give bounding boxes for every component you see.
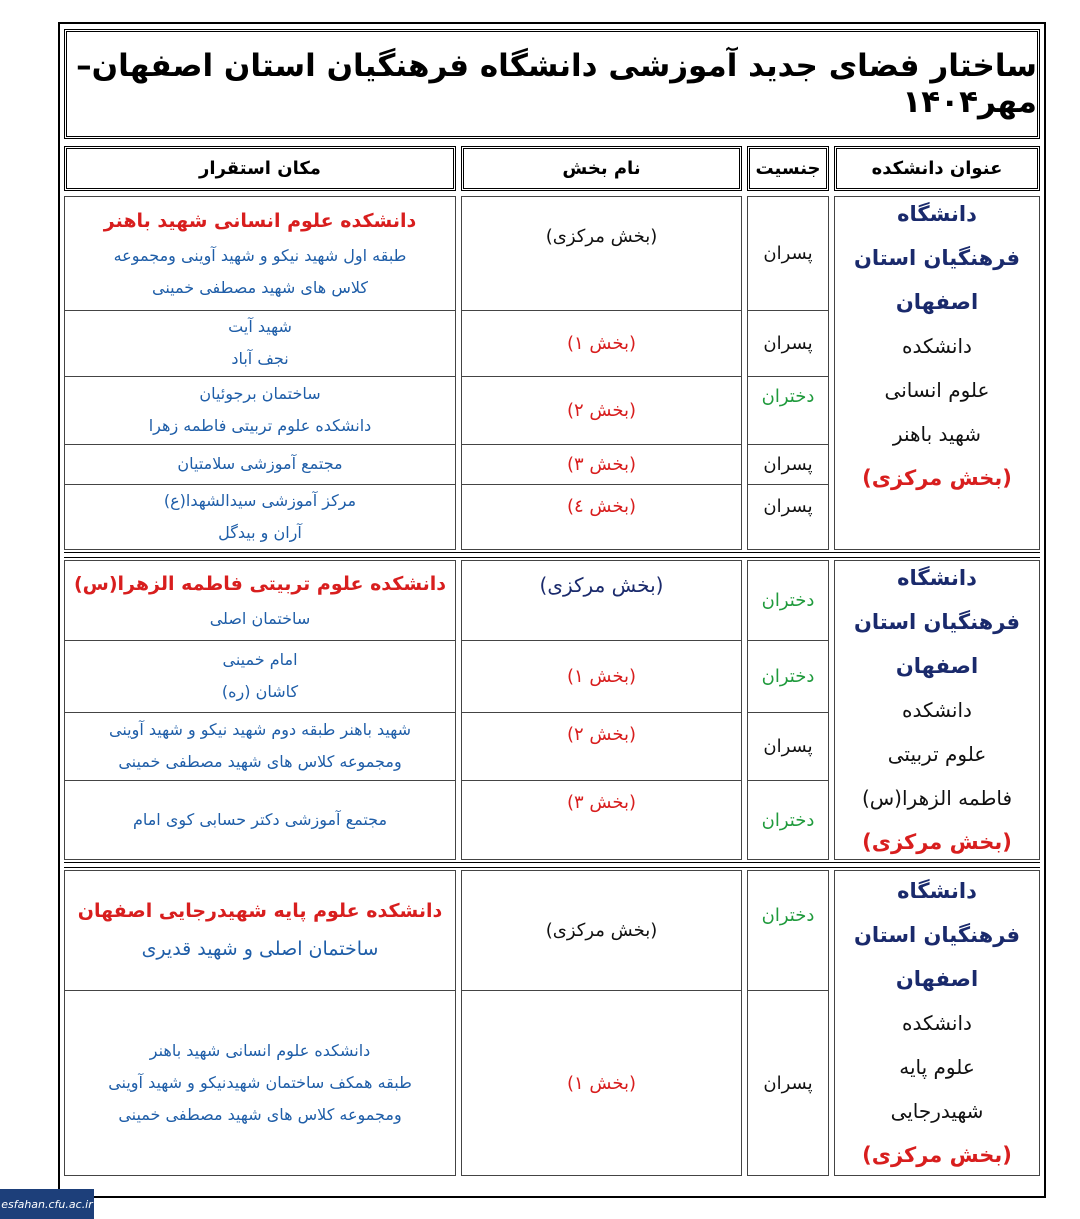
faculty-line: شهید باهنر xyxy=(892,422,982,446)
section-cell: (بخش مرکزی) xyxy=(545,225,658,247)
location-cell xyxy=(64,444,456,484)
location-title: دانشکده علوم پایه شهیدرجایی اصفهان xyxy=(77,900,443,922)
location-line: امام خمینی xyxy=(222,650,298,669)
faculty-line: دانشگاه xyxy=(897,879,977,903)
section-cell: (بخش ۱) xyxy=(566,332,637,354)
faculty-line: علوم پایه xyxy=(899,1055,975,1079)
block-divider xyxy=(64,552,1040,558)
location-cell xyxy=(64,560,456,640)
location-line: ومجموعه کلاس های شهید مصطفی خمینی xyxy=(118,752,402,771)
section-cell: (بخش ٤) xyxy=(566,495,637,517)
faculty-line-central: (بخش مرکزی) xyxy=(862,1143,1012,1167)
faculty-line: فرهنگیان استان xyxy=(853,246,1021,270)
gender-cell: دختران xyxy=(761,665,815,687)
block3-faculty-name xyxy=(834,870,1040,1176)
faculty-line: اصفهان xyxy=(895,654,979,678)
block-divider xyxy=(64,862,1040,868)
faculty-line-central: (بخش مرکزی) xyxy=(862,830,1012,854)
gender-cell: دختران xyxy=(761,589,815,611)
location-cell xyxy=(64,196,456,310)
location-line: دانشکده علوم تربیتی فاطمه زهرا xyxy=(148,416,372,435)
location-line: دانشکده علوم انسانی شهید باهنر xyxy=(149,1041,371,1060)
faculty-line: اصفهان xyxy=(895,967,979,991)
gender-cell: پسران xyxy=(763,332,813,354)
gender-cell: دختران xyxy=(761,385,815,407)
faculty-line: شهیدرجایی xyxy=(890,1099,984,1123)
location-line: ساختمان برجوئیان xyxy=(199,384,321,403)
location-line: مرکز آموزشی سیدالشهدا(ع) xyxy=(163,491,357,510)
section-cell: (بخش مرکزی) xyxy=(545,919,658,941)
location-cell xyxy=(64,376,456,444)
location-cell xyxy=(64,870,456,990)
location-line: طبقه همکف ساختمان شهیدنیکو و شهید آوینی xyxy=(108,1073,412,1092)
section-cell: (بخش ۱) xyxy=(566,1072,637,1094)
section-cell: (بخش ۳) xyxy=(566,453,637,475)
faculty-line: علوم تربیتی xyxy=(887,742,987,766)
location-cell xyxy=(64,640,456,712)
section-cell: (بخش ۱) xyxy=(566,665,637,687)
faculty-line: دانشکده xyxy=(902,698,972,722)
header-location: مکان استقرار xyxy=(64,146,456,191)
location-cell xyxy=(64,990,456,1176)
faculty-line: دانشکده xyxy=(902,334,972,358)
location-title: دانشکده علوم انسانی شهید باهنر xyxy=(103,210,417,232)
page-title: ساختار فضای جدید آموزشی دانشگاه فرهنگیان استان اصفهان– مهر۱۴۰۴ xyxy=(64,29,1040,139)
faculty-line: دانشگاه xyxy=(897,566,977,590)
location-cell xyxy=(64,310,456,376)
block1-faculty-name xyxy=(834,196,1040,496)
location-cell xyxy=(64,712,456,780)
location-title: دانشکده علوم تربیتی فاطمه الزهرا(س) xyxy=(73,573,447,595)
location-line: مجتمع آموزشی سلامتیان xyxy=(177,454,343,473)
gender-cell: پسران xyxy=(763,735,813,757)
location-line: کلاس های شهید مصطفی خمینی xyxy=(152,278,369,297)
location-line: طبقه اول شهید نیکو و شهید آوینی ومجموعه xyxy=(113,246,407,265)
header-gender: جنسیت xyxy=(747,146,829,191)
location-line: آران و بیدگل xyxy=(218,523,302,542)
faculty-line: اصفهان xyxy=(895,290,979,314)
faculty-line: فاطمه الزهرا(س) xyxy=(861,786,1013,810)
location-line: شهید باهنر طبقه دوم شهید نیکو و شهید آوینی xyxy=(108,720,412,739)
location-line: ساختمان اصلی و شهید قدیری xyxy=(141,938,379,960)
location-line: ساختمان اصلی xyxy=(209,609,311,628)
faculty-line: دانشگاه xyxy=(897,202,977,226)
header-section: نام بخش xyxy=(461,146,742,191)
faculty-line-central: (بخش مرکزی) xyxy=(862,466,1012,490)
location-line: شهید آیت xyxy=(228,317,292,336)
faculty-line: علوم انسانی xyxy=(884,378,990,402)
gender-cell: پسران xyxy=(763,495,813,517)
section-cell: (بخش مرکزی) xyxy=(539,573,664,597)
block2-faculty-name xyxy=(834,560,1040,860)
location-line: کاشان (ره) xyxy=(221,682,299,701)
faculty-line: دانشکده xyxy=(902,1011,972,1035)
header-faculty: عنوان دانشکده xyxy=(834,146,1040,191)
section-cell: (بخش ۲) xyxy=(566,723,637,745)
section-cell: (بخش ۳) xyxy=(566,791,637,813)
location-line: نجف آباد xyxy=(231,349,289,368)
gender-cell: دختران xyxy=(761,904,815,926)
section-cell: (بخش ۲) xyxy=(566,399,637,421)
gender-cell: پسران xyxy=(763,242,813,264)
faculty-line: فرهنگیان استان xyxy=(853,923,1021,947)
gender-cell: دختران xyxy=(761,809,815,831)
gender-cell: پسران xyxy=(763,453,813,475)
location-cell xyxy=(64,484,456,550)
location-line: مجتمع آموزشی دکتر حسابی کوی امام xyxy=(132,810,388,829)
faculty-line: فرهنگیان استان xyxy=(853,610,1021,634)
gender-cell: پسران xyxy=(763,1072,813,1094)
site-watermark: esfahan.cfu.ac.ir xyxy=(0,1189,94,1219)
location-line: ومجموعه کلاس های شهید مصطفی خمینی xyxy=(118,1105,402,1124)
location-cell xyxy=(64,780,456,860)
